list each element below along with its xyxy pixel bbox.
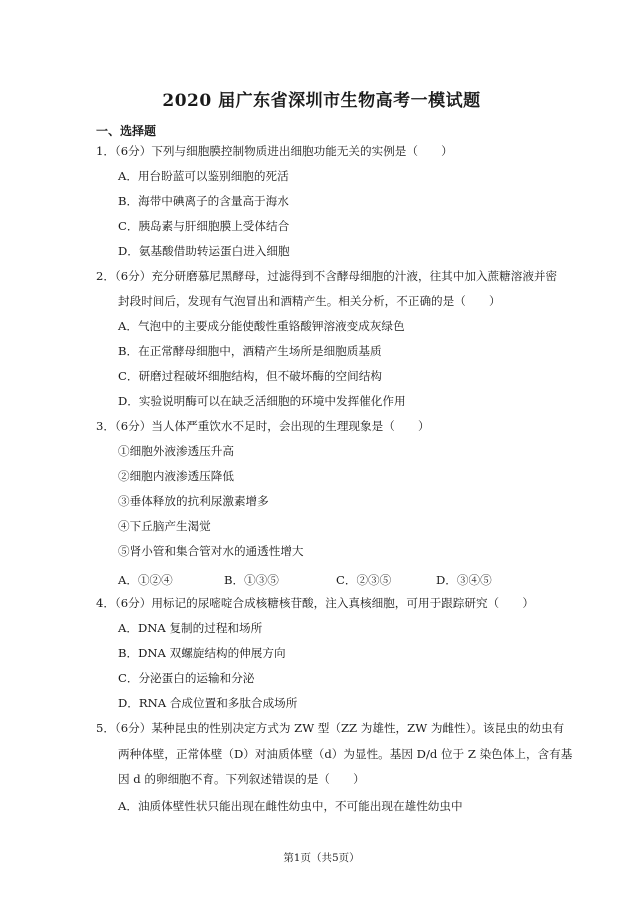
question-4-option-b: B．DNA 双螺旋结构的伸展方向 (118, 646, 286, 660)
question-3-option-b: B．①③⑤ (224, 573, 279, 587)
question-2-option-c: C．研磨过程破坏细胞结构，但不破坏酶的空间结构 (118, 369, 382, 383)
question-2-option-b: B．在正常酵母细胞中，酒精产生场所是细胞质基质 (118, 344, 382, 358)
question-1-stem: 1．（6分）下列与细胞膜控制物质进出细胞功能无关的实例是（ ） (96, 144, 453, 158)
question-3-stem: 3．（6分）当人体严重饮水不足时，会出现的生理现象是（ ） (96, 419, 430, 433)
question-1-option-d: D．氨基酸借助转运蛋白进入细胞 (118, 244, 290, 258)
question-2-stem-line-1: 2．（6分）充分研磨慕尼黑酵母，过滤得到不含酵母细胞的汁液，往其中加入蔗糖溶液并密 (96, 269, 558, 283)
question-4-option-a: A．DNA 复制的过程和场所 (118, 621, 263, 635)
question-5-stem-line-1: 5．（6分）某种昆虫的性别决定方式为 ZW 型（ZZ 为雄性，ZW 为雌性）。该昆虫的幼虫有 (96, 721, 565, 735)
question-3-option-a: A．①②④ (118, 573, 173, 587)
question-3-item: ②细胞内液渗透压降低 (118, 469, 234, 483)
question-3-option-d: D．③④⑤ (436, 573, 492, 587)
question-3-option-c: C．②③⑤ (336, 573, 392, 587)
question-2-option-a: A．气泡中的主要成分能使酸性重铬酸钾溶液变成灰绿色 (118, 319, 405, 333)
question-4-option-d: D．RNA 合成位置和多肽合成场所 (118, 696, 298, 710)
question-5-option-a: A．油质体壁性状只能出现在雌性幼虫中，不可能出现在雄性幼虫中 (118, 799, 463, 813)
question-2-stem-line-2: 封段时间后，发现有气泡冒出和酒精产生。相关分析，不正确的是（ ） (118, 294, 501, 308)
question-3-item: ①细胞外液渗透压升高 (118, 444, 234, 458)
section-heading: 一、选择题 (96, 124, 157, 138)
question-2-option-d: D．实验说明酶可以在缺乏活细胞的环境中发挥催化作用 (118, 394, 406, 408)
question-4-option-c: C．分泌蛋白的运输和分泌 (118, 671, 255, 685)
question-4-stem: 4．（6分）用标记的尿嘧啶合成核糖核苷酸，注入真核细胞，可用于跟踪研究（ ） (96, 596, 534, 610)
page-footer: 第1页（共5页） (283, 852, 360, 864)
question-1-option-b: B．海带中碘离子的含量高于海水 (118, 194, 289, 208)
question-1-option-c: C．胰岛素与肝细胞膜上受体结合 (118, 219, 290, 233)
page-title: 2020 届广东省深圳市生物高考一模试题 (162, 91, 481, 111)
question-3-item: ④下丘脑产生渴觉 (118, 519, 211, 533)
question-5-stem-line-3: 因 d 的卵细胞不育。下列叙述错误的是（ ） (118, 772, 365, 786)
question-5-stem-line-2: 两种体壁，正常体壁（D）对油质体壁（d）为显性。基因 D/d 位于 Z 染色体上，含有基 (118, 747, 573, 761)
question-3-item: ③垂体释放的抗利尿激素增多 (118, 494, 269, 508)
question-1-option-a: A．用台盼蓝可以鉴别细胞的死活 (118, 169, 289, 183)
question-3-item: ⑤肾小管和集合管对水的通透性增大 (118, 544, 304, 558)
